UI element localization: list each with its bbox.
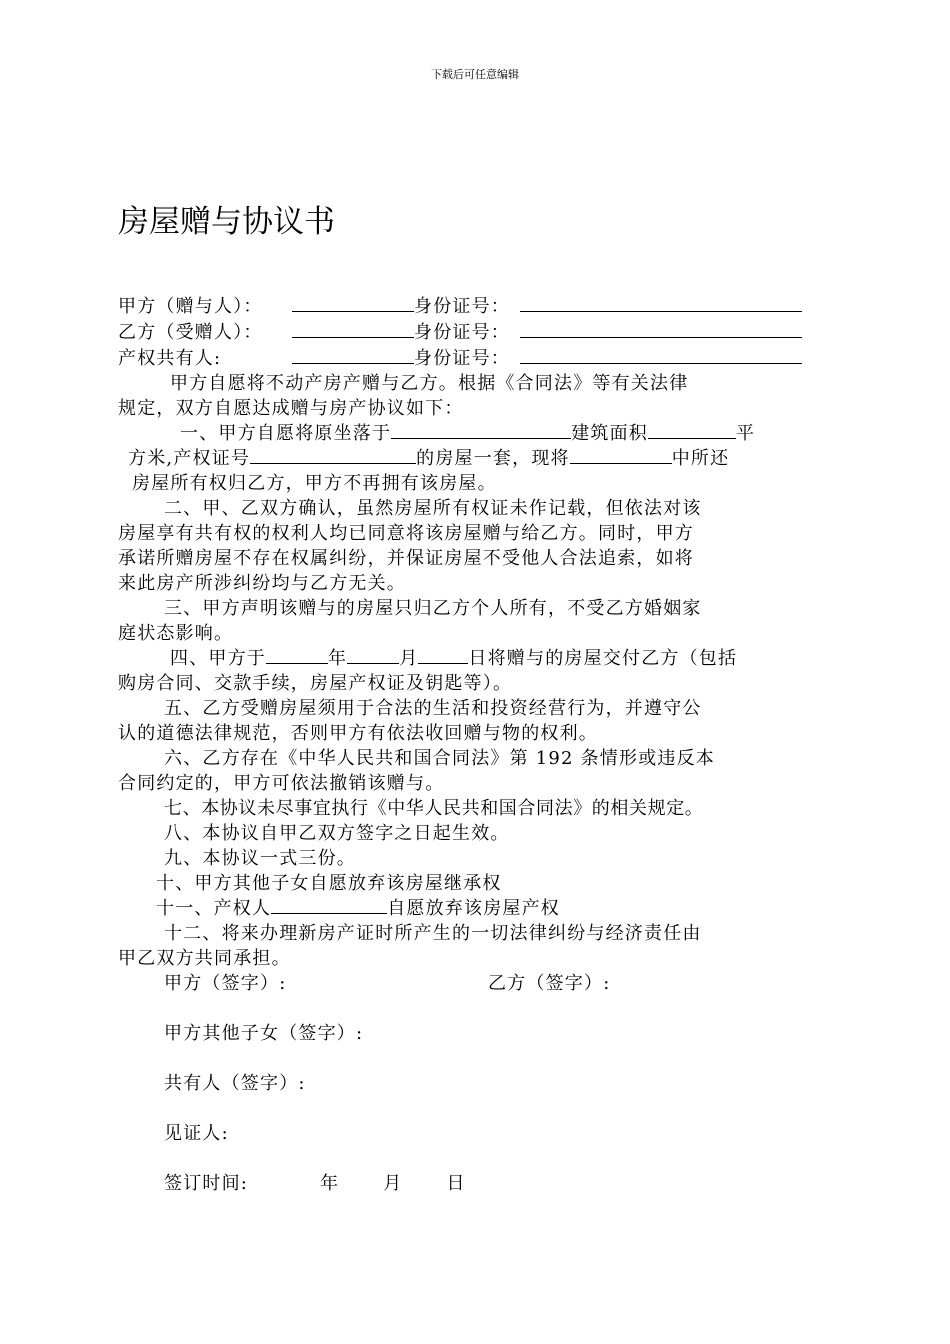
delivery-month-blank[interactable] <box>347 646 399 664</box>
party-b-label: 乙方（受赠人）： <box>118 322 263 343</box>
delivery-year-blank[interactable] <box>266 646 328 664</box>
clause-1-text-a: 一、甲方自愿将原坐落于 <box>180 423 392 444</box>
party-b-id-blank[interactable] <box>520 320 802 338</box>
clause-6-line-1: 六、乙方存在《中华人民共和国合同法》第 192 条情形或违反本 <box>164 748 715 769</box>
children-signature-label: 甲方其他子女（签字）: <box>164 1023 364 1044</box>
co-owner-id-blank[interactable] <box>520 346 802 364</box>
document-title: 房屋赠与协议书 <box>118 204 335 240</box>
party-b-name-blank[interactable] <box>292 320 414 338</box>
signing-date-row <box>164 1169 466 1195</box>
clause-8: 八、本协议自甲乙双方签字之日起生效。 <box>164 823 510 844</box>
delivery-day-blank[interactable] <box>418 646 468 664</box>
clause-4-text-a: 四、甲方于 <box>170 648 266 669</box>
clause-4-line-1 <box>170 644 737 670</box>
clause-1-extra-blank[interactable] <box>570 446 672 464</box>
clause-3-line-1: 三、甲方声明该赠与的房屋只归乙方个人所有，不受乙方婚姻家 <box>164 598 702 619</box>
intro-line-2: 规定，双方自愿达成赠与房产协议如下： <box>118 398 464 419</box>
clause-11-text-a: 十一、产权人 <box>156 898 272 919</box>
clause-4-line-2: 购房合同、交款手续，房屋产权证及钥匙等）。 <box>118 673 513 694</box>
clause-1-line-3: 房屋所有权归乙方，甲方不再拥有该房屋。 <box>132 473 497 494</box>
co-owner-signature-label: 共有人（签字）: <box>164 1073 306 1094</box>
party-a-name-blank[interactable] <box>292 294 414 312</box>
clause-4-text-d: 日将赠与的房屋交付乙方（包括 <box>468 648 738 669</box>
clause-1-text-f: 中所还 <box>671 448 730 469</box>
signing-day: 日 <box>446 1173 466 1194</box>
co-owner-label: 产权共有人: <box>118 348 222 369</box>
clause-5-line-1: 五、乙方受赠房屋须用于合法的生活和投资经营行为，并遵守公 <box>164 698 702 719</box>
clause-1-text-c: 平 <box>736 423 756 444</box>
clause-1-text-d: 方米,产权证号 <box>128 448 251 469</box>
property-owner-blank[interactable] <box>271 896 387 914</box>
clause-2-line-4: 来此房产所涉纠纷均与乙方无关。 <box>118 573 406 594</box>
party-b-id-label: 身份证号： <box>414 322 510 343</box>
clause-1-text-b: 建筑面积 <box>571 423 649 444</box>
signing-year: 年 <box>320 1173 340 1194</box>
witness-label: 见证人: <box>164 1123 229 1144</box>
intro-line-1: 甲方自愿将不动产房产赠与乙方。根据《合同法》等有关法律 <box>170 373 689 394</box>
clause-1-text-e: 的房屋一套，现将 <box>416 448 570 469</box>
clause-11 <box>156 894 560 920</box>
header-note: 下载后可任意编辑 <box>431 68 519 81</box>
party-a-id-label: 身份证号： <box>414 296 510 317</box>
clause-12-line-1: 十二、将来办理新房产证时所产生的一切法律纠纷与经济责任由 <box>164 923 702 944</box>
party-a-signature-label: 甲方（签字）: <box>164 973 287 994</box>
location-blank[interactable] <box>391 421 571 439</box>
clause-1-line-2 <box>128 444 729 470</box>
clause-6-line-2: 合同约定的，甲方可依法撤销该赠与。 <box>118 773 445 794</box>
clause-5-line-2: 认的道德法律规范，否则甲方有依法收回赠与物的权利。 <box>118 723 598 744</box>
area-blank[interactable] <box>648 421 736 439</box>
party-a-row <box>118 292 802 318</box>
clause-12-line-2: 甲乙双方共同承担。 <box>118 948 291 969</box>
clause-4-year: 年 <box>328 648 348 669</box>
clause-11-text-b: 自愿放弃该房屋产权 <box>387 898 561 919</box>
certificate-number-blank[interactable] <box>250 446 416 464</box>
party-b-signature-label: 乙方（签字）: <box>488 973 611 994</box>
party-a-id-blank[interactable] <box>520 294 802 312</box>
clause-1-line-1 <box>180 419 755 445</box>
clause-10: 十、甲方其他子女自愿放弃该房屋继承权 <box>156 873 502 894</box>
clause-4-month: 月 <box>399 648 419 669</box>
co-owner-name-blank[interactable] <box>292 346 414 364</box>
co-owner-id-label: 身份证号： <box>414 348 510 369</box>
signing-date-label: 签订时间: <box>164 1173 249 1194</box>
clause-2-line-2: 房屋享有共有权的权利人均已同意将该房屋赠与给乙方。同时，甲方 <box>118 523 694 544</box>
co-owner-row <box>118 344 802 370</box>
clause-2-line-3: 承诺所赠房屋不存在权属纠纷，并保证房屋不受他人合法追索，如将 <box>118 548 694 569</box>
signing-month: 月 <box>383 1173 403 1194</box>
clause-3-line-2: 庭状态影响。 <box>118 623 234 644</box>
clause-9: 九、本协议一式三份。 <box>164 848 356 869</box>
clause-7: 七、本协议未尽事宜执行《中华人民共和国合同法》的相关规定。 <box>164 798 704 819</box>
party-a-label: 甲方（赠与人）： <box>118 296 263 317</box>
party-b-row <box>118 318 802 344</box>
clause-2-line-1: 二、甲、乙双方确认，虽然房屋所有权证未作记载，但依法对该 <box>164 498 702 519</box>
